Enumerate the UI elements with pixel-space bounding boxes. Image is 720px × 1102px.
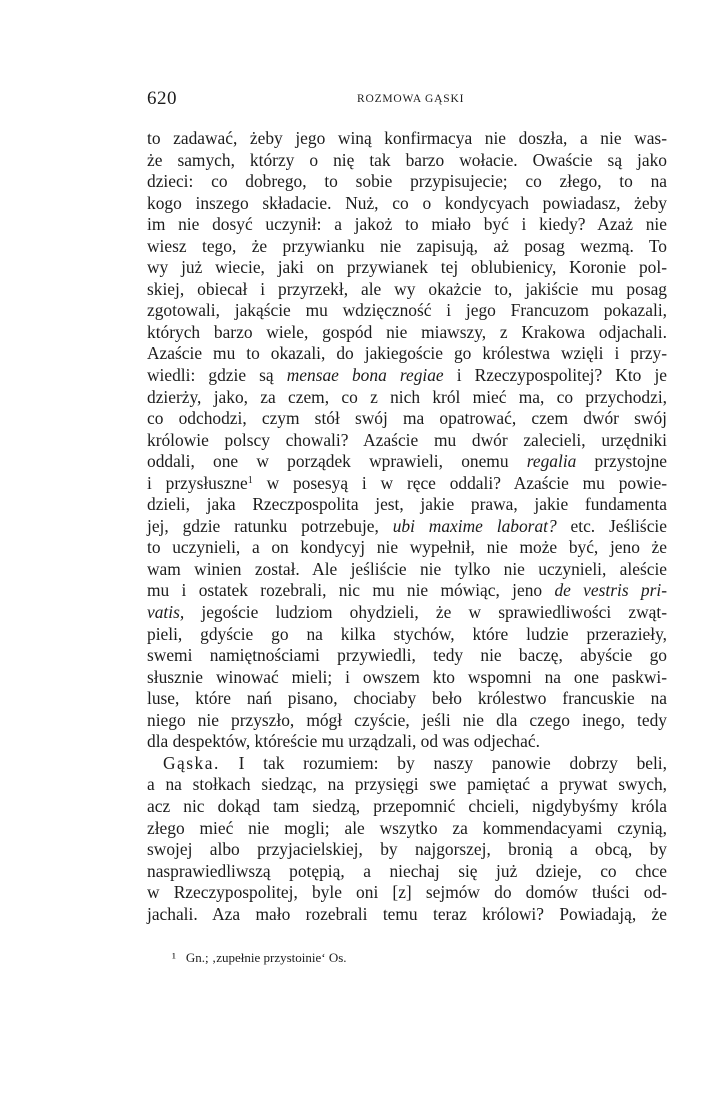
text-line xyxy=(147,602,667,624)
text-line xyxy=(147,451,667,473)
text-line xyxy=(147,516,667,538)
text-line: złego mieć nie mogli; ale wszytko za kommendacyami czynią, xyxy=(147,817,667,838)
text-line: wam winien został. Ale jeśliście nie tylko nie uczynieli, aleście xyxy=(147,558,667,579)
text-segment: i Rzeczypospolitej? Kto je xyxy=(443,365,667,386)
text-line: wy już wiecie, jaki on przywianek tej oblubienicy, Koronie pol- xyxy=(147,257,667,278)
text-line: jachali. Aza mało rozebrali temu teraz królowi? Powiadają, że xyxy=(147,903,667,924)
text-segment: I tak rozumiem: by naszy panowie dobrzy beli, xyxy=(219,752,667,773)
text-line: których barzo wiele, gospód nie miawszy, z Krakowa odjachali. xyxy=(147,321,667,342)
text-line: w Rzeczypospolitej, byle oni [z] sejmów do domów tłuści od- xyxy=(147,882,667,903)
text-line: dla despektów, któreście mu urządzali, od was odjechać. xyxy=(147,731,540,752)
text-line: pieli, gdyście go na kilka stychów, które ludzie przerazieły, xyxy=(147,623,667,644)
body-text xyxy=(147,128,667,925)
text-line: skiej, obiecał i przyrzekł, ale wy okażcie to, jakiście mu posag xyxy=(147,278,667,299)
text-line xyxy=(147,473,667,495)
text-line: swemi namiętnościami przywiedli, tedy nie baczę, abyście go xyxy=(147,645,667,666)
text-line: dzierży, jako, za czem, co z nich król mieć ma, co przychodzi, xyxy=(147,386,667,407)
text-segment: oddali, one w porządek wprawieli, onemu xyxy=(147,451,527,472)
text-segment: etc. Jeśliście xyxy=(556,515,667,536)
footnote-mark: ¹ xyxy=(172,950,176,965)
text-line: to zadawać, żeby jego winą konfirmacya nie doszła, a nie was- xyxy=(147,128,667,148)
text-segment: jej, gdzie ratunku potrzebuje, xyxy=(147,515,393,536)
text-line: im nie dosyć uczynił: a jakoż to miało być i kiedy? Azaż nie xyxy=(147,214,667,235)
text-line: zgotowali, jakąście mu wdzięczność i jego Francuzom pokazali, xyxy=(147,300,667,321)
text-segment: przystojne xyxy=(576,451,668,472)
page-number: 620 xyxy=(147,88,177,109)
text-line: swojej albo przyjacielskiej, by najgorszej, bronią a obcą, by xyxy=(147,839,667,860)
text-segment: i przysłuszne xyxy=(147,472,248,493)
speaker-name: Gąska. xyxy=(163,752,220,773)
text-line: acz nic dokąd tam siedzą, przepomnić chcieli, nigdybyśmy króla xyxy=(147,795,667,816)
footnote-text: Gn.; ‚zupełnie przystoinie‘ Os. xyxy=(185,950,347,965)
text-line: co odchodzi, czym stół swój ma opatrować, czem dwór swój xyxy=(147,408,667,429)
text-line xyxy=(147,753,667,775)
text-line xyxy=(147,365,667,387)
text-segment: wiedli: gdzie są xyxy=(147,365,287,386)
footnote-reference: 1 xyxy=(247,474,253,486)
text-line: dzieli, jaka Rzeczpospolita jest, jakie prawa, jakie fundamenta xyxy=(147,494,667,515)
text-line: luse, które nań pisano, chociaby beło królestwo francuskie na xyxy=(147,688,667,709)
text-line xyxy=(147,580,667,602)
text-line: niego nie przyszło, mógł czyście, jeśli nie dla czego inego, tedy xyxy=(147,709,667,730)
text-line: słusznie winować mieli; i owszem kto wspomni na one paskwi- xyxy=(147,666,667,687)
text-segment: mu i ostatek rozebrali, nic mu nie mówiąc, jeno xyxy=(147,580,555,601)
text-line: nasprawiedliwszą potępią, a niechaj się już dzieje, co chce xyxy=(147,860,667,881)
text-segment: w posesyą i w ręce oddali? Azaście mu powie- xyxy=(252,472,667,493)
latin-phrase: mensae bona regiae xyxy=(286,365,444,386)
text-line: dzieci: co dobrego, to sobie przypisujecie; co złego, to na xyxy=(147,171,667,192)
footnote xyxy=(172,950,347,966)
text-line: kogo inszego składacie. Nuż, co o kondycyach powiadasz, żeby xyxy=(147,192,667,213)
text-segment: jegoście ludziom ohydzieli, że w sprawiedliwości zwąt- xyxy=(184,602,667,623)
latin-phrase: regalia xyxy=(526,451,577,472)
text-line: a na stołkach siedząc, na przysięgi swe pamiętać a prywat swych, xyxy=(147,774,667,795)
running-head: ROZMOWA GĄSKI xyxy=(357,93,465,105)
text-line: to uczynieli, a on kondycyj nie wypełnił, nie może być, jeno że xyxy=(147,537,667,558)
latin-phrase: ubi maxime laborat? xyxy=(392,515,557,536)
text-line: królowie polscy chowali? Azaście mu dwór zalecieli, urzędniki xyxy=(147,429,667,450)
latin-phrase: vatis, xyxy=(147,602,185,623)
text-line: Azaście mu to okazali, do jakiegoście go królestwa wzięli i przy- xyxy=(147,343,667,364)
text-line: wiesz tego, że przywianku nie zapisują, aż posag wezmą. To xyxy=(147,235,667,256)
text-line: że samych, którzy o nię tak barzo wołacie. Owaście są jako xyxy=(147,149,667,170)
latin-phrase: de vestris pri- xyxy=(554,580,667,601)
